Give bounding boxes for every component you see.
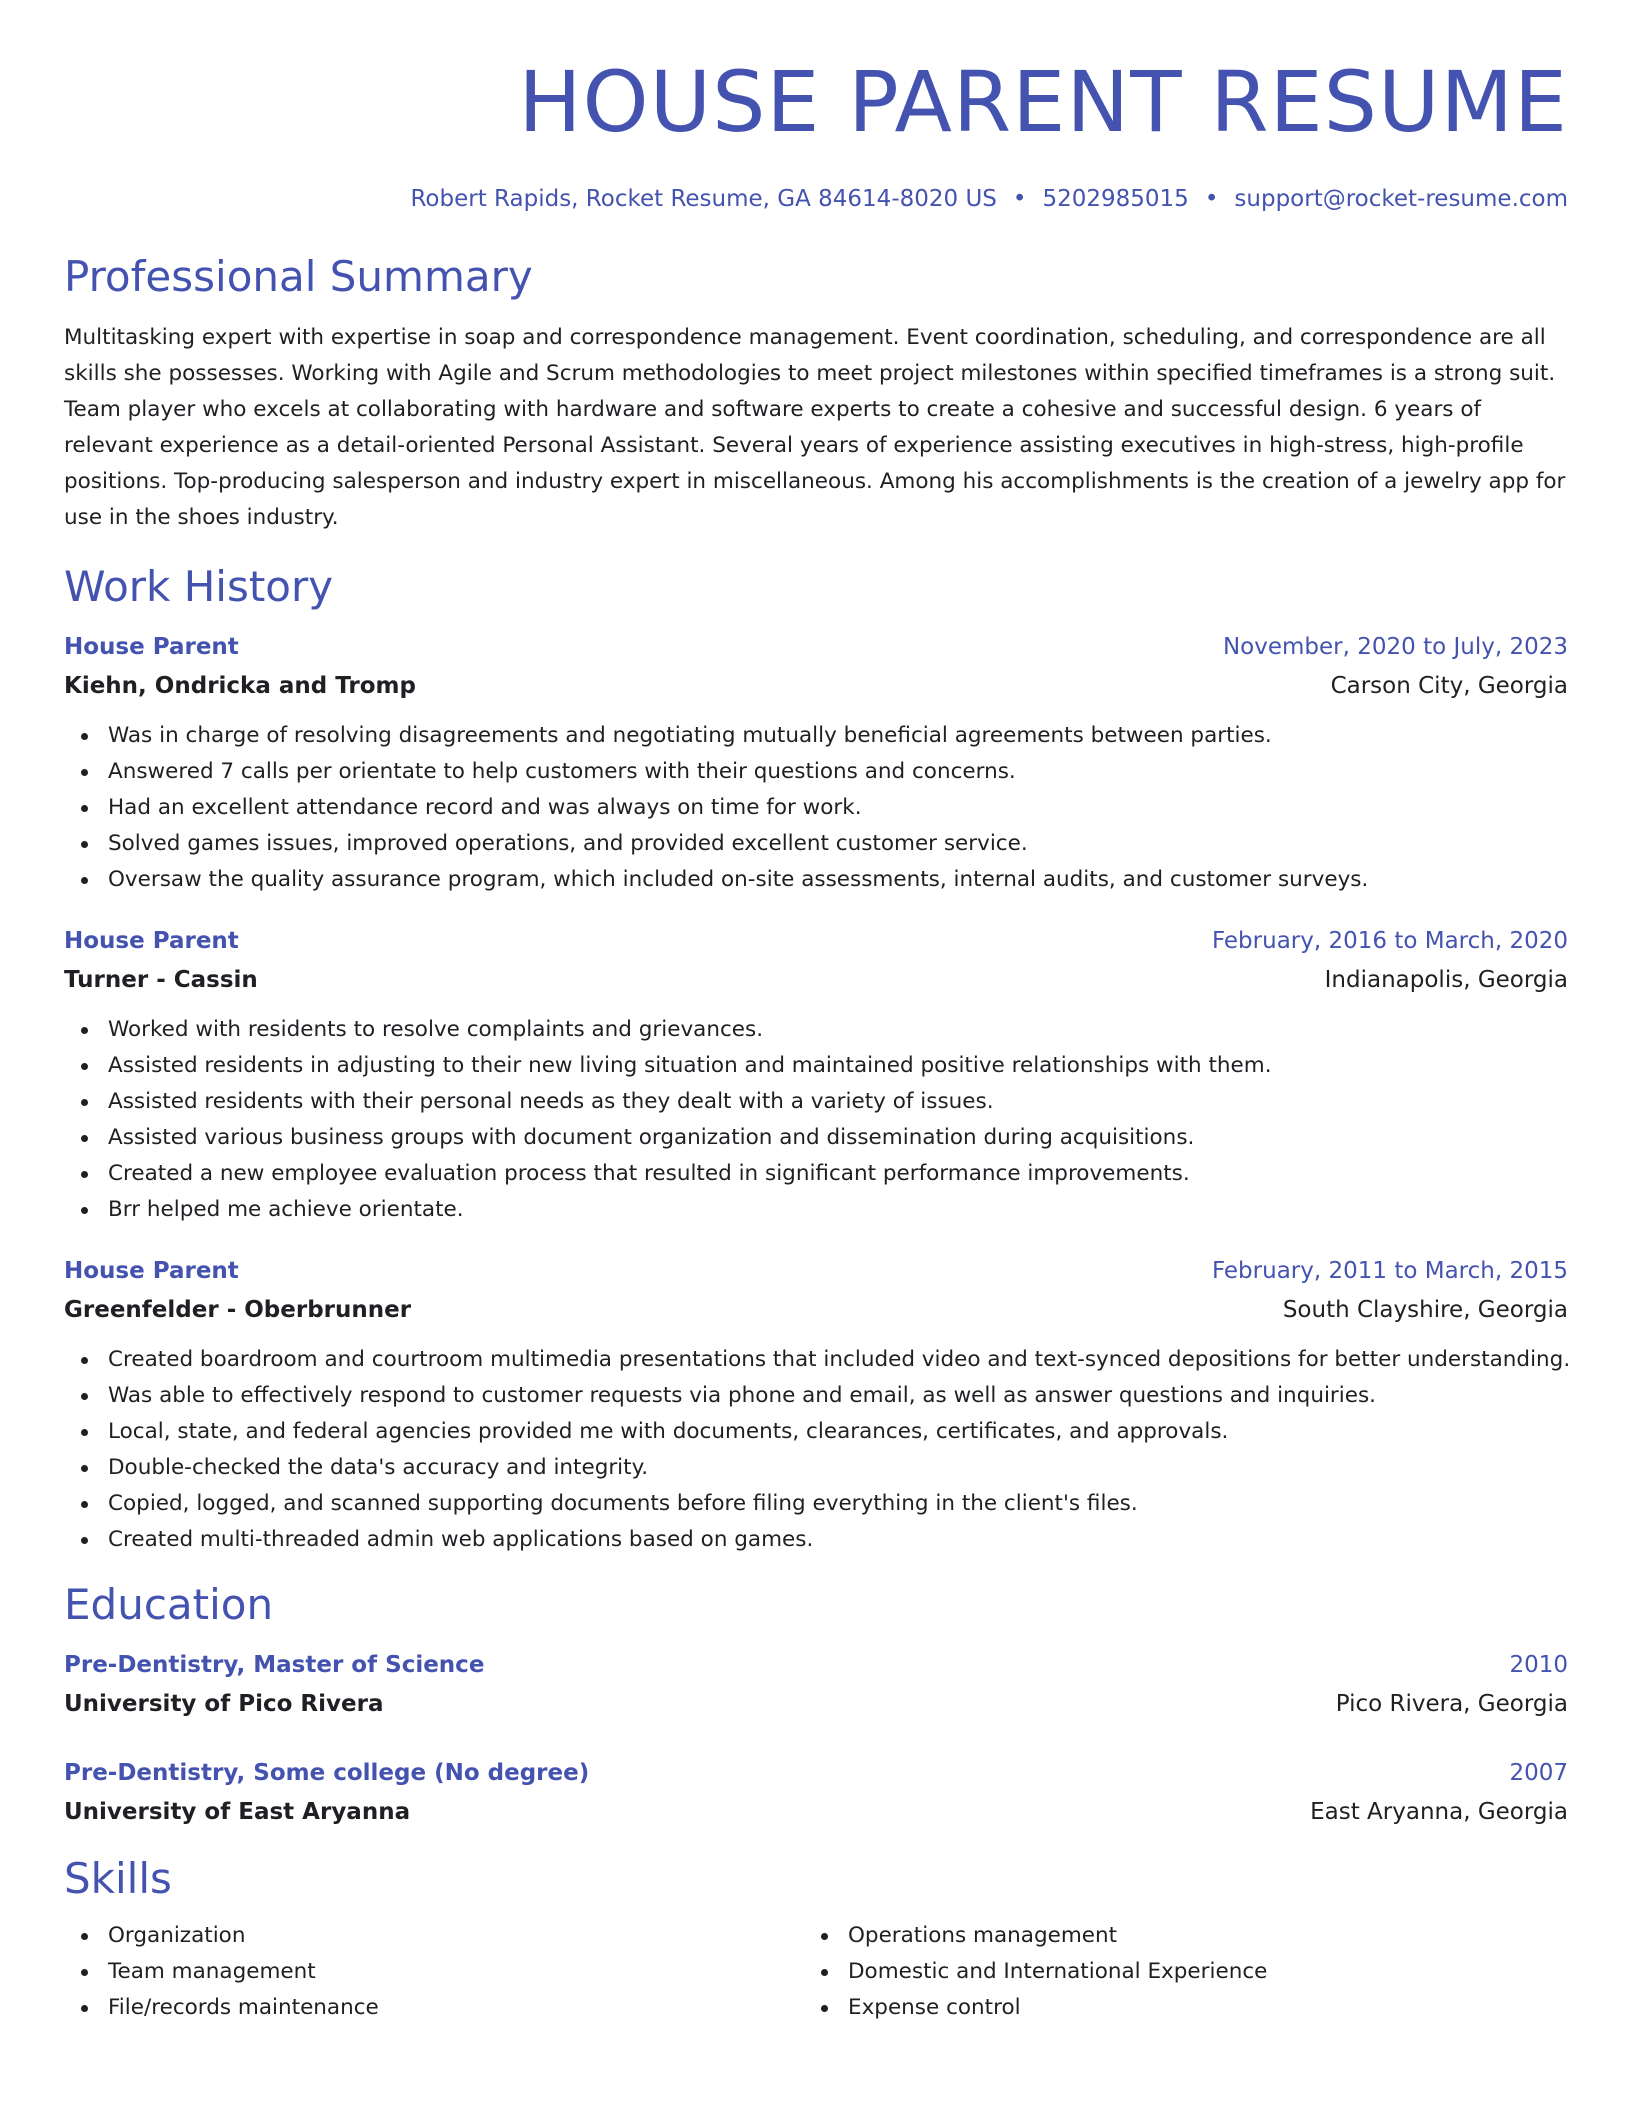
education-heading: Education [64,1580,274,1629]
school-name: University of Pico Rivera [64,1691,384,1717]
list-item: Local, state, and federal agencies provided me with documents, clearances, certificates, and approvals. [64,1414,1568,1450]
job-duties-list [64,1342,1571,1558]
school-row [64,1794,1568,1830]
job-title-row [64,924,1568,958]
job-title: House Parent [64,1258,239,1284]
education-entry [64,1648,1568,1722]
graduation-year: 2007 [1509,1760,1568,1786]
job-location: South Clayshire, Georgia [1282,1297,1568,1323]
job-dates: November, 2020 to July, 2023 [1222,634,1568,660]
skill-item: Domestic and International Experience [804,1954,1544,1990]
job-dates: February, 2016 to March, 2020 [1211,928,1568,954]
skills-list-left [64,1918,804,2026]
list-item: Assisted various business groups with document organization and dissemination during acquisitions. [64,1120,1568,1156]
degree-row [64,1756,1568,1790]
skill-item: Operations management [804,1918,1544,1954]
list-item: Was able to effectively respond to customer requests via phone and email, as well as answer questions and inquiries. [64,1378,1568,1414]
job-company: Greenfelder - Oberbrunner [64,1297,412,1323]
education-entry [64,1756,1568,1830]
job-duties-list [64,718,1568,898]
list-item: Created multi-threaded admin web applications based on games. [64,1522,1568,1558]
list-item: Was in charge of resolving disagreements and negotiating mutually beneficial agreements between parties. [64,718,1568,754]
list-item: Oversaw the quality assurance program, which included on-site assessments, internal audits, and customer surveys. [64,862,1568,898]
contact-line [64,182,1568,216]
school-row [64,1686,1568,1722]
skills-columns [64,1906,1568,2026]
list-item: Assisted residents in adjusting to their new living situation and maintained positive relationships with them. [64,1048,1568,1084]
job-title-row [64,1254,1568,1288]
summary-text: Multitasking expert with expertise in soap and correspondence management. Event coordination, scheduling, and correspondence are all skills she possesses. Working with Agile and Scrum methodologies to meet project milestones within specified timeframes is a strong suit. Team player who excels at collaborating with hardware and software experts to create a cohesive and successful design. 6 years of relevant experience as a detail-oriented Personal Assistant. Several years of experience assisting executives in high-stress, high-profile positions. Top-producing salesperson and industry expert in miscellaneous. Among his accomplishments is the creation of a jewelry app for use in the shoes industry. [64,325,1566,530]
contact-separator: • [1204,186,1219,212]
job-entry [64,1254,1571,1558]
list-item: Copied, logged, and scanned supporting documents before filing everything in the client's files. [64,1486,1568,1522]
contact-address: Robert Rapids, Rocket Resume, GA 84614-8020 US [410,186,997,212]
skills-list-right [804,1918,1544,2026]
degree: Pre-Dentistry, Some college (No degree) [64,1760,590,1786]
summary-heading: Professional Summary [64,252,533,301]
degree-row [64,1648,1568,1682]
list-item: Worked with residents to resolve complaints and grievances. [64,1012,1568,1048]
job-title-row [64,630,1568,664]
job-company: Kiehn, Ondricka and Tromp [64,673,416,699]
skill-item: Expense control [804,1990,1544,2026]
school-location: Pico Rivera, Georgia [1335,1691,1568,1717]
list-item: Created boardroom and courtroom multimedia presentations that included video and text-synced depositions for better understanding. [64,1342,1568,1378]
job-entry [64,924,1568,1228]
list-item: Created a new employee evaluation process that resulted in significant performance improvements. [64,1156,1568,1192]
school-name: University of East Aryanna [64,1799,411,1825]
job-entry [64,630,1568,898]
job-title: House Parent [64,928,239,954]
skill-item: Organization [64,1918,804,1954]
list-item: Assisted residents with their personal needs as they dealt with a variety of issues. [64,1084,1568,1120]
job-company-row [64,668,1568,704]
contact-phone: 5202985015 [1042,186,1189,212]
list-item: Answered 7 calls per orientate to help customers with their questions and concerns. [64,754,1568,790]
list-item: Brr helped me achieve orientate. [64,1192,1568,1228]
job-dates: February, 2011 to March, 2015 [1211,1258,1568,1284]
degree: Pre-Dentistry, Master of Science [64,1652,485,1678]
job-duties-list [64,1012,1568,1228]
contact-email: support@rocket-resume.com [1234,186,1568,212]
job-company: Turner - Cassin [64,967,258,993]
job-company-row [64,1292,1568,1328]
resume-title: HOUSE PARENT RESUME [518,53,1568,151]
work-history-heading: Work History [64,562,334,611]
job-location: Carson City, Georgia [1330,673,1568,699]
contact-separator: • [1012,186,1027,212]
list-item: Had an excellent attendance record and was always on time for work. [64,790,1568,826]
skill-item: Team management [64,1954,804,1990]
skill-item: File/records maintenance [64,1990,804,2026]
list-item: Solved games issues, improved operations, and provided excellent customer service. [64,826,1568,862]
graduation-year: 2010 [1509,1652,1568,1678]
list-item: Double-checked the data's accuracy and integrity. [64,1450,1568,1486]
job-company-row [64,962,1568,998]
job-title: House Parent [64,634,239,660]
skills-heading: Skills [64,1854,172,1903]
school-location: East Aryanna, Georgia [1310,1799,1568,1825]
job-location: Indianapolis, Georgia [1324,967,1568,993]
